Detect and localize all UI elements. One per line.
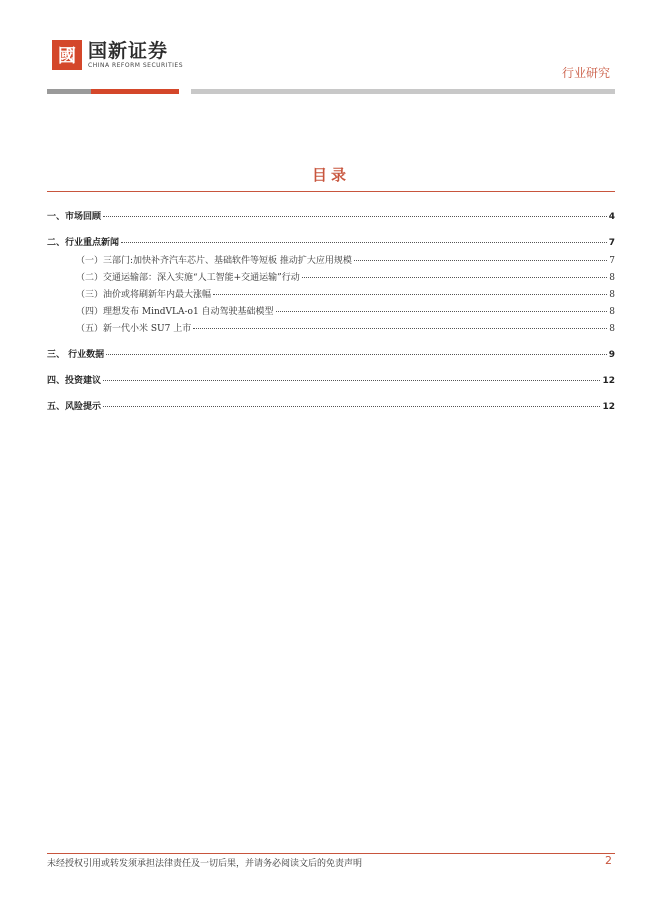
toc-entry-page: 8 [609, 307, 615, 317]
toc-entry-label: 二、行业重点新闻 [47, 238, 120, 248]
toc-entry-label: （三）油价或将刷新年内最大涨幅 [76, 290, 212, 300]
toc-leader [354, 260, 607, 261]
footer-disclaimer: 未经授权引用或转发须承担法律责任及一切后果，并请务必阅读文后的免责声明 [47, 859, 363, 869]
toc-entry[interactable] [47, 401, 615, 413]
toc-entry-page: 4 [608, 212, 615, 222]
toc-entry-label: （五）新一代小米 SU7 上市 [76, 324, 192, 334]
page-number: 2 [605, 854, 612, 867]
toc-subentry[interactable] [47, 255, 615, 267]
toc-entry-label: 一、市场回顾 [47, 212, 102, 222]
toc-entry-label: 三、 行业数据 [47, 350, 105, 360]
toc-leader [276, 311, 607, 312]
toc-divider [47, 191, 615, 192]
toc-entry-page: 12 [602, 376, 615, 386]
header-bar-grey-right [191, 89, 615, 94]
toc-entry[interactable] [47, 211, 615, 223]
toc-subentry[interactable] [47, 306, 615, 318]
table-of-contents [47, 211, 615, 427]
toc-leader [193, 328, 607, 329]
toc-entry[interactable] [47, 349, 615, 361]
footer-divider [47, 853, 615, 854]
toc-leader [302, 277, 607, 278]
toc-entry-label: （一）三部门:加快补齐汽车芯片、基础软件等短板 推动扩大应用规模 [76, 256, 352, 266]
toc-entry[interactable] [47, 237, 615, 249]
toc-entry-label: （二）交通运输部：深入实施“人工智能+交通运输”行动 [76, 273, 300, 283]
brand-name-cn: 国新证券 [88, 40, 169, 62]
toc-entry-page: 7 [608, 238, 615, 248]
toc-leader [103, 406, 600, 407]
header-bar-grey-left [47, 89, 91, 94]
toc-leader [213, 294, 607, 295]
toc-entry-page: 8 [609, 324, 615, 334]
brand-name-en: CHINA REFORM SECURITIES [88, 62, 184, 69]
toc-leader [103, 216, 607, 217]
toc-entry-page: 8 [609, 290, 615, 300]
section-label: 行业研究 [561, 66, 610, 80]
toc-entry-page: 9 [608, 350, 615, 360]
toc-entry-page: 8 [609, 273, 615, 283]
toc-subentry[interactable] [47, 323, 615, 335]
logo-icon: 國 [52, 40, 82, 70]
toc-leader [103, 380, 600, 381]
logo-text [88, 41, 183, 69]
toc-subentry[interactable] [47, 289, 615, 301]
toc-entry-page: 12 [602, 402, 615, 412]
toc-entry-page: 7 [609, 256, 615, 266]
toc-entry-label: 五、风险提示 [47, 402, 102, 412]
toc-title: 目录 [311, 166, 350, 184]
toc-leader [106, 354, 607, 355]
toc-subentry[interactable] [47, 272, 615, 284]
header-bar-accent [91, 89, 179, 94]
toc-entry-label: （四）理想发布 MindVLA-o1 自动驾驶基础模型 [76, 307, 274, 317]
toc-entry[interactable] [47, 375, 615, 387]
brand-logo [52, 40, 183, 70]
toc-leader [121, 242, 607, 243]
toc-entry-label: 四、投资建议 [47, 376, 102, 386]
